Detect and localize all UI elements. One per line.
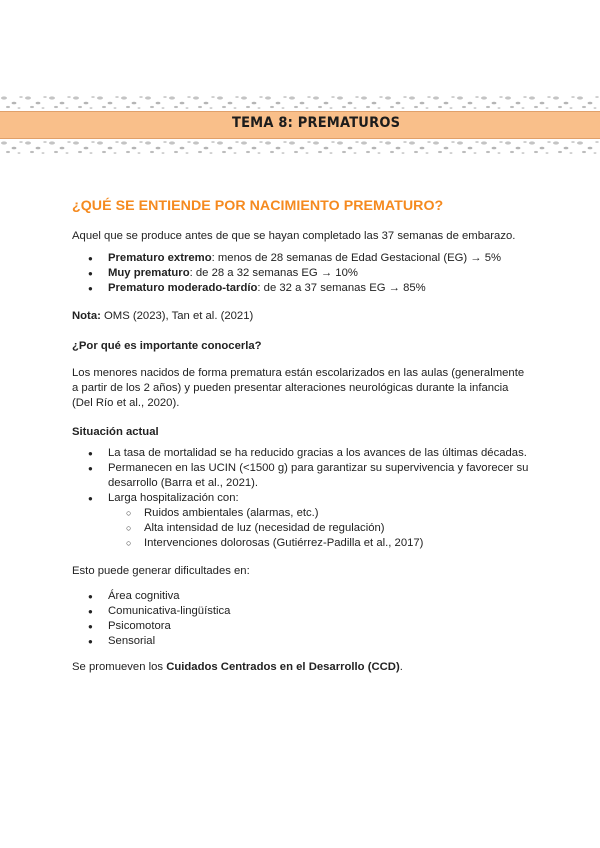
section-heading: ¿QUÉ SE ENTIENDE POR NACIMIENTO PREMATURO? <box>72 198 444 214</box>
difficulties-intro: Esto puede generar dificultades en: <box>72 565 250 577</box>
page-title: TEMA 8: PREMATUROS <box>232 115 401 131</box>
decorative-pattern-top <box>0 94 600 110</box>
sublist-item: ○ Intervenciones dolorosas (Gutiérrez-Padilla et al., 2017) <box>108 536 532 551</box>
importance-heading: ¿Por qué es importante conocerla? <box>72 340 262 352</box>
difficulties-list <box>72 589 532 649</box>
hospitalization-sublist <box>108 506 532 551</box>
sublist-item: ○ Ruidos ambientales (alarmas, etc.) <box>108 506 532 521</box>
closing-paragraph: Se promueven los Cuidados Centrados en el Desarrollo (CCD). <box>72 661 403 673</box>
list-item: ● Permanecen en las UCIN (<1500 g) para garantizar su supervivencia y favorecer su desarrollo (Barra et al., 2021). <box>72 461 532 491</box>
note-paragraph: Nota: OMS (2023), Tan et al. (2021) <box>72 310 254 322</box>
situation-heading: Situación actual <box>72 426 159 438</box>
list-item: ● Muy prematuro: de 28 a 32 semanas EG → 10% <box>72 266 532 281</box>
list-item: ● Área cognitiva <box>72 589 532 604</box>
list-item: ● Larga hospitalización con: ○ Ruidos ambientales (alarmas, etc.) ○ Alta intensidad de luz (necesidad de regulación) ○ Intervenciones dolorosas (Gutiérrez-Padilla et al., 2017) <box>72 491 532 551</box>
decorative-pattern-bottom <box>0 139 600 155</box>
list-item: ● Prematuro moderado-tardío: de 32 a 37 semanas EG → 85% <box>72 281 532 296</box>
list-item: ● La tasa de mortalidad se ha reducido gracias a los avances de las últimas décadas. <box>72 446 532 461</box>
list-item: ● Psicomotora <box>72 619 532 634</box>
list-item: ● Prematuro extremo: menos de 28 semanas de Edad Gestacional (EG) → 5% <box>72 251 532 266</box>
list-item: ● Sensorial <box>72 634 532 649</box>
category-list <box>72 251 532 296</box>
document-body <box>72 198 532 675</box>
importance-paragraph: Los menores nacidos de forma prematura están escolarizados en las aulas (generalmente a partir de los 2 años) y pueden presentar alteraciones neurológicas durante la infancia (Del Río et al., 2020). <box>72 367 525 409</box>
header-banner <box>0 94 600 152</box>
sublist-item: ○ Alta intensidad de luz (necesidad de regulación) <box>108 521 532 536</box>
list-item: ● Comunicativa-lingüística <box>72 604 532 619</box>
situation-list <box>72 446 532 551</box>
intro-paragraph: Aquel que se produce antes de que se hayan completado las 37 semanas de embarazo. <box>72 230 516 242</box>
title-bar <box>0 111 600 139</box>
